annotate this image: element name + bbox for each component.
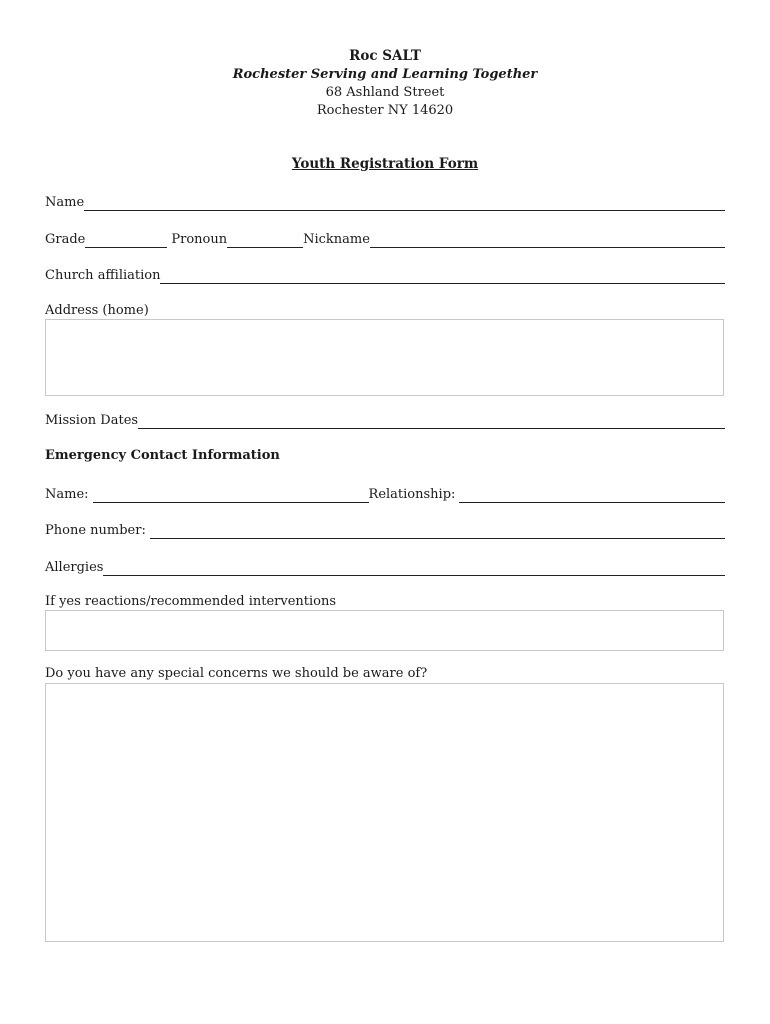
name-row [45, 193, 725, 211]
name-field[interactable] [84, 196, 725, 211]
grade-label: Grade [45, 232, 86, 247]
church-field[interactable] [160, 269, 725, 284]
concerns-label: Do you have any special concerns we should be aware of? [45, 666, 428, 681]
emergency-name-field[interactable] [93, 488, 369, 503]
pronoun-label: Pronoun [171, 232, 228, 247]
address-label: Address (home) [45, 303, 149, 318]
nickname-label: Nickname [303, 232, 370, 247]
allergies-field[interactable] [103, 561, 725, 576]
concerns-textbox[interactable] [45, 683, 724, 942]
organization-name: Roc SALT [349, 48, 421, 64]
emergency-name-row [45, 485, 725, 503]
emergency-contact-heading: Emergency Contact Information [45, 448, 280, 463]
church-label: Church affiliation [45, 268, 161, 283]
phone-row [45, 521, 725, 539]
pronoun-field[interactable] [227, 233, 303, 248]
church-row [45, 266, 725, 284]
grade-field[interactable] [85, 233, 167, 248]
reactions-textbox[interactable] [45, 610, 724, 651]
form-title: Youth Registration Form [291, 156, 479, 172]
organization-street: 68 Ashland Street [325, 85, 445, 100]
phone-label: Phone number: [45, 523, 146, 538]
allergies-label: Allergies [45, 560, 104, 575]
organization-tagline: Rochester Serving and Learning Together [232, 67, 538, 82]
address-textbox[interactable] [45, 319, 724, 396]
mission-dates-label: Mission Dates [45, 413, 139, 428]
mission-dates-row [45, 411, 725, 429]
relationship-field[interactable] [459, 488, 725, 503]
grade-pronoun-nickname-row [45, 230, 725, 248]
relationship-label: Relationship: [368, 487, 456, 502]
nickname-field[interactable] [370, 233, 725, 248]
allergies-row [45, 558, 725, 576]
name-label: Name [45, 195, 85, 210]
emergency-name-label: Name: [45, 487, 89, 502]
organization-city: Rochester NY 14620 [316, 103, 454, 118]
phone-field[interactable] [150, 524, 725, 539]
reactions-label: If yes reactions/recommended interventions [45, 594, 337, 609]
mission-dates-field[interactable] [138, 414, 725, 429]
